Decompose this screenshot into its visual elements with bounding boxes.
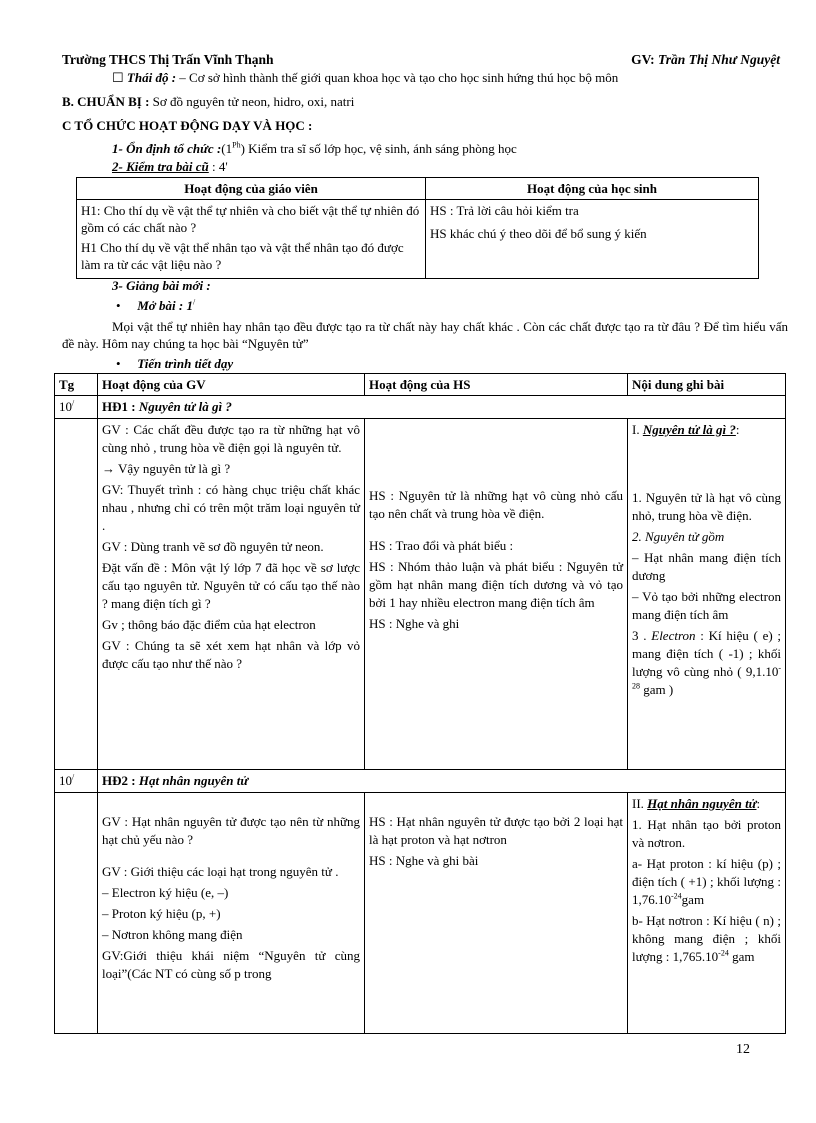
item1-time: (1 <box>221 141 233 156</box>
hd1-content-p2: 2. Nguyên tử gồm <box>632 529 725 544</box>
col-header-hs: Hoạt động của HS <box>365 374 628 396</box>
teacher-name: Trần Thị Như Nguyệt <box>658 52 780 67</box>
teacher-line <box>631 52 780 68</box>
hd2-hs-2: HS : Nghe và ghi bài <box>369 853 479 868</box>
col-header-gv: Hoạt động của GV <box>98 374 365 396</box>
opening-text: Mọi vật thể tự nhiên hay nhân tạo đều được tạo ra từ chất này hay chất khác . Còn các chất được tạo ra từ đâu ? Để tìm hiểu vấn đề này. Hôm nay chúng ta học bài “Nguyên tử” <box>62 319 788 351</box>
hd1-gv-7: GV : Chúng ta sẽ xét xem hạt nhân và lớp vỏ được cấu tạo như thế nào ? <box>102 638 360 671</box>
hd1-content-p3: – Hạt nhân mang điện tích dương <box>632 550 781 583</box>
teacher-label: GV: <box>631 52 655 67</box>
hd1-content-p1: 1. Nguyên tử là hạt vô cùng nhỏ, trung hòa về điện. <box>632 490 781 523</box>
hd1-gv-cell <box>98 419 365 770</box>
hd1-time-empty <box>55 419 98 770</box>
hd1-hs-4: HS : Nghe và ghi <box>369 616 460 631</box>
check-student-cell <box>426 200 759 279</box>
page-number: 12 <box>736 1042 750 1057</box>
hd2-gv-2: GV : Giới thiệu các loại hạt trong nguyên tử . <box>102 864 339 879</box>
hd2-content-heading: II. Hạt nhân nguyên tử: <box>632 796 761 811</box>
item2-time: : 4' <box>212 159 228 174</box>
hd2-content-p2: a- Hạt proton : kí hiệu (p) ; điện tích ( +1) ; khối lượng : $1,76.10^{-24}gam$ <box>632 856 781 907</box>
hd2-gv-1: GV : Hạt nhân nguyên tử được tạo nên từ những hạt chủ yếu nào ? <box>102 814 360 847</box>
hd1-content-cell <box>628 419 786 770</box>
attitude-text: – Cơ sở hình thành thế giới quan khoa học và tạo cho học sinh hứng thú học bộ môn <box>179 70 619 85</box>
prep-label: B. CHUẨN BỊ : <box>62 94 150 109</box>
hd1-gv-3: GV: Thuyết trình : có hàng chục triệu chất khác nhau , nhưng chỉ có trên một trăm loại nguyên tử . <box>102 482 360 533</box>
item2-label: 2- Kiểm tra bài cũ <box>112 159 209 174</box>
lesson-table <box>54 373 786 1034</box>
hd2-content-p1: 1. Hạt nhân tạo bởi proton và nơtron. <box>632 817 781 850</box>
check-student-a2: HS khác chú ý theo dõi để bổ sung ý kiến <box>430 226 647 241</box>
opening-label: Mở bài : <box>137 298 184 313</box>
hd1-content-p5: 3 . Electron : Kí hiệu ( e) ; mang điện tích ( -1) ; khối lượng vô cùng nhỏ ( $9,1.10^{-28}$ gam ) <box>632 628 782 697</box>
item1-sup: Ph <box>232 140 241 150</box>
hd2-gv-cell <box>98 793 365 1034</box>
hd2-gv-5: – Nơtron không mang điện <box>102 927 243 942</box>
hd1-label: HĐ1 : <box>102 399 136 414</box>
hd1-hs-cell <box>365 419 628 770</box>
progress-line <box>116 356 233 372</box>
hd1-hs-3: HS : Nhóm thảo luận và phát biểu : Nguyên tử gồm hạt nhân mang điện tích dương và vỏ tạo bởi 1 hay nhiều electron mang điện tích âm <box>369 559 623 610</box>
hd1-title: Nguyên tử là gì ? <box>138 399 232 414</box>
hd2-label: HĐ2 : <box>102 773 136 788</box>
bullet-icon: • <box>116 298 121 313</box>
check-header-student: Hoạt động của học sinh <box>426 178 759 200</box>
checkbox-icon: ☐ <box>112 70 124 85</box>
hd2-time: 10/ <box>55 770 98 793</box>
check-teacher-q1: H1: Cho thí dụ về vật thể tự nhiên và cho biết vật thể tự nhiên đó gồm có các chất nào ? <box>81 203 420 235</box>
org-heading: C TỔ CHỨC HOẠT ĐỘNG DẠY VÀ HỌC : <box>62 118 313 133</box>
hd2-hs-cell <box>365 793 628 1034</box>
hd1-content-heading: I. Nguyên tử là gì ?: <box>632 422 740 437</box>
check-header-teacher: Hoạt động của giáo viên <box>77 178 426 200</box>
lesson-section-label: 3- Giảng bài mới : <box>112 278 211 293</box>
hd2-content-cell <box>628 793 786 1034</box>
opening-time: 1 <box>186 298 193 313</box>
hd2-hs-1: HS : Hạt nhân nguyên tử được tạo bởi 2 loại hạt là hạt proton và hạt nơtron <box>369 814 623 847</box>
item1-text: ) Kiểm tra sĩ số lớp học, vệ sinh, ánh sáng phòng học <box>240 141 517 156</box>
col-header-time: Tg <box>55 374 98 396</box>
item2-line <box>112 159 228 175</box>
hd2-gv-3: – Electron ký hiệu (e, –) <box>102 885 229 900</box>
opening-sup: / <box>192 297 196 307</box>
item1-line <box>112 141 517 157</box>
hd1-title-row <box>98 396 786 419</box>
bullet-icon: • <box>116 356 121 371</box>
hd2-gv-6: GV:Giới thiệu khái niệm “Nguyên tử cùng loại”(Các NT có cùng số p trong <box>102 948 360 981</box>
hd1-gv-6: Gv ; thông báo đặc điểm của hạt electron <box>102 617 316 632</box>
hd2-gv-4: – Proton ký hiệu (p, +) <box>102 906 221 921</box>
attitude-line <box>112 70 618 86</box>
hd1-hs-2: HS : Trao đổi và phát biểu : <box>369 538 514 553</box>
hd2-time-empty <box>55 793 98 1034</box>
school-name: Trường THCS Thị Trấn Vĩnh Thạnh <box>62 52 274 67</box>
hd1-hs-1: HS : Nguyên tử là những hạt vô cùng nhỏ cấu tạo nên chất và trung hòa về điện. <box>369 488 623 521</box>
opening-line <box>116 298 195 314</box>
hd1-gv-1: GV : Các chất đều được tạo ra từ những hạt vô cùng nhỏ , trung hòa về điện gọi là nguyên tử. <box>102 422 360 455</box>
check-teacher-cell <box>77 200 426 279</box>
col-header-content: Nội dung ghi bài <box>628 374 786 396</box>
hd2-content-p3: b- Hạt nơtron : Kí hiệu ( n) ; không mang điện ; khối lượng : $1,765.10^{-24}$ gam <box>632 913 781 964</box>
hd1-gv-2: → Vậy nguyên tử là gì ? <box>102 461 231 476</box>
prep-text: Sơ đồ nguyên tử neon, hidro, oxi, natri <box>152 94 355 109</box>
hd2-title: Hạt nhân nguyên tử <box>138 773 249 788</box>
prep-line <box>62 94 354 110</box>
check-student-a1: HS : Trả lời câu hỏi kiểm tra <box>430 203 579 218</box>
hd1-time: 10/ <box>55 396 98 419</box>
hd1-gv-5: Đặt vấn đề : Môn vật lý lớp 7 đã học về sơ lược cấu tạo nguyên tử. Nguyên tử có cấu tạo thế nào ? mang điện tích gì ? <box>102 560 360 611</box>
hd2-title-row <box>98 770 786 793</box>
check-teacher-q2: H1 Cho thí dụ về vật thể nhân tạo và vật thể nhân tạo đó được làm ra từ các vật liệu nào ? <box>81 240 404 272</box>
hd1-gv-4: GV : Dùng tranh vẽ sơ đồ nguyên tử neon. <box>102 539 324 554</box>
attitude-label: Thái độ : <box>126 70 177 85</box>
hd1-content-p4: – Vỏ tạo bởi những electron mang điện tích âm <box>632 589 781 622</box>
check-table <box>76 177 759 279</box>
progress-label: Tiến trình tiết dạy <box>137 356 234 371</box>
item1-label: 1- Ổn định tổ chức : <box>112 141 222 156</box>
